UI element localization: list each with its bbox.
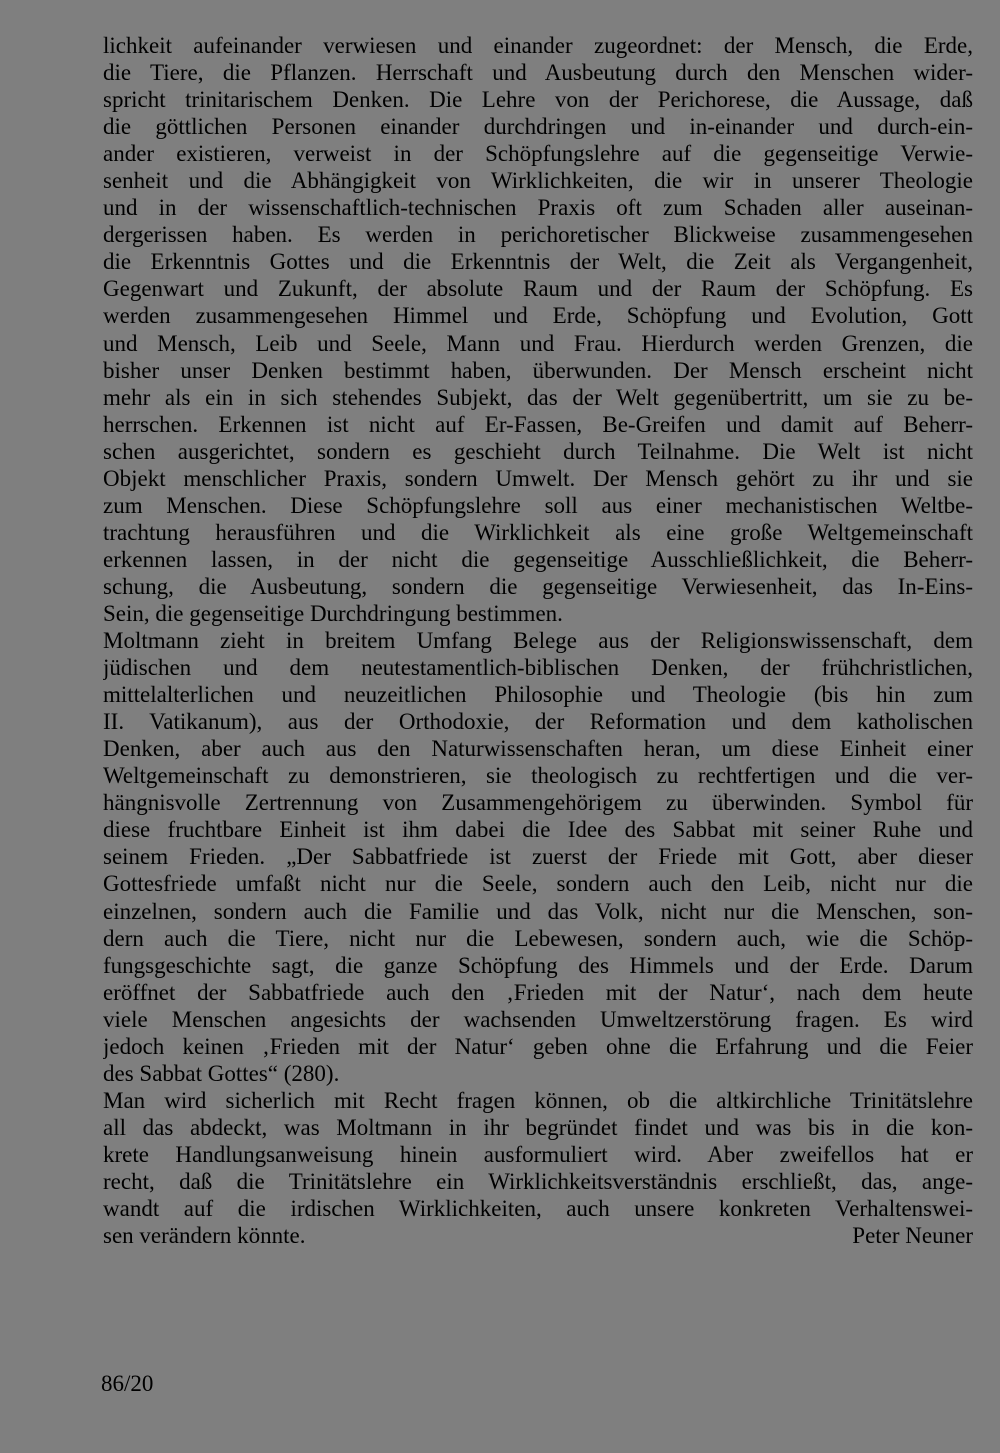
text-line: zum Menschen. Diese Schöpfungslehre soll aus einer mechanistischen Weltbe-	[103, 492, 973, 518]
text-line: Denken, aber auch aus den Naturwissenschaften heran, um diese Einheit einer	[103, 736, 973, 762]
text-line: Objekt menschlicher Praxis, sondern Umwelt. Der Mensch gehört zu ihr und sie	[103, 465, 973, 491]
text-line: einzelnen, sondern auch die Familie und das Volk, nicht nur die Menschen, son-	[103, 898, 973, 924]
text-line: senheit und die Abhängigkeit von Wirklichkeiten, die wir in unserer Theologie	[103, 168, 973, 194]
text-line: Sein, die gegenseitige Durchdringung bestimmen.	[103, 600, 563, 626]
text-line: dergerissen haben. Es werden in perichoretischer Blickweise zusammengesehen	[103, 222, 973, 248]
text-line: und Mensch, Leib und Seele, Mann und Frau. Hierdurch werden Grenzen, die	[103, 330, 973, 356]
text-line: trachtung herausführen und die Wirklichkeit als eine große Weltgemeinschaft	[103, 519, 973, 545]
text-line-content: sen verändern könnte.	[103, 1223, 306, 1249]
text-line: ander existieren, verweist in der Schöpfungslehre auf die gegenseitige Verwie-	[103, 141, 973, 167]
text-line: bisher unser Denken bestimmt haben, überwunden. Der Mensch erscheint nicht	[103, 357, 973, 383]
text-line: mehr als ein in sich stehendes Subjekt, das der Welt gegenübertritt, um sie zu be-	[103, 384, 973, 410]
text-line: des Sabbat Gottes“ (280).	[103, 1060, 340, 1086]
text-line: hängnisvolle Zertrennung von Zusammengehörigem zu überwinden. Symbol für	[103, 790, 973, 816]
text-line: werden zusammengesehen Himmel und Erde, Schöpfung und Evolution, Gott	[103, 303, 973, 329]
text-line: Gegenwart und Zukunft, der absolute Raum und der Raum der Schöpfung. Es	[103, 276, 973, 302]
text-line: schen ausgerichtet, sondern es geschieht durch Teilnahme. Die Welt ist nicht	[103, 438, 973, 464]
text-line: Man wird sicherlich mit Recht fragen können, ob die altkirchliche Trinitätslehre	[103, 1087, 973, 1113]
text-line: seinem Frieden. „Der Sabbatfriede ist zuerst der Friede mit Gott, aber dieser	[103, 844, 973, 870]
body-text	[103, 32, 973, 1249]
text-line: jüdischen und dem neutestamentlich-biblischen Denken, der frühchristlichen,	[103, 655, 973, 681]
text-line: mittelalterlichen und neuzeitlichen Philosophie und Theologie (bis hin zum	[103, 682, 973, 708]
text-line: recht, daß die Trinitätslehre ein Wirklichkeitsverständnis erschließt, das, ange-	[103, 1168, 973, 1194]
text-line: wandt auf die irdischen Wirklichkeiten, auch unsere konkreten Verhaltenswei-	[103, 1196, 973, 1222]
text-line: spricht trinitarischem Denken. Die Lehre von der Perichorese, die Aussage, daß	[103, 87, 973, 113]
text-line: die Erkenntnis Gottes und die Erkenntnis der Welt, die Zeit als Vergangenheit,	[103, 249, 973, 275]
text-line: viele Menschen angesichts der wachsenden Umweltzerstörung fragen. Es wird	[103, 1006, 973, 1032]
text-line: Weltgemeinschaft zu demonstrieren, sie theologisch zu rechtfertigen und die ver-	[103, 763, 973, 789]
text-line: Moltmann zieht in breitem Umfang Belege aus der Religionswissenschaft, dem	[103, 628, 973, 654]
text-line: eröffnet der Sabbatfriede auch den ‚Frieden mit der Natur‘, nach dem heute	[103, 979, 973, 1005]
text-line: die Tiere, die Pflanzen. Herrschaft und Ausbeutung durch den Menschen wider-	[103, 60, 973, 86]
text-line: und in der wissenschaftlich-technischen Praxis oft zum Schaden aller auseinan-	[103, 195, 973, 221]
text-line: schung, die Ausbeutung, sondern die gegenseitige Verwiesenheit, das In-Eins-	[103, 573, 973, 599]
text-line: fungsgeschichte sagt, die ganze Schöpfung des Himmels und der Erde. Darum	[103, 952, 973, 978]
text-line: Gottesfriede umfaßt nicht nur die Seele, sondern auch den Leib, nicht nur die	[103, 871, 973, 897]
text-line: krete Handlungsanweisung hinein ausformuliert wird. Aber zweifellos hat er	[103, 1141, 973, 1167]
text-line: lichkeit aufeinander verwiesen und einander zugeordnet: der Mensch, die Erde,	[103, 33, 973, 58]
author-signature: Peter Neuner	[852, 1223, 973, 1249]
text-line: dern auch die Tiere, nicht nur die Lebewesen, sondern auch, wie die Schöp-	[103, 925, 973, 951]
text-line: all das abdeckt, was Moltmann in ihr begründet findet und was bis in die kon-	[103, 1114, 973, 1140]
text-line: herrschen. Erkennen ist nicht auf Er-Fassen, Be-Greifen und damit auf Beherr-	[103, 411, 973, 437]
text-line: diese fruchtbare Einheit ist ihm dabei die Idee des Sabbat mit seiner Ruhe und	[103, 817, 973, 843]
text-line: jedoch keinen ‚Frieden mit der Natur‘ geben ohne die Erfahrung und die Feier	[103, 1033, 973, 1059]
text-line: die göttlichen Personen einander durchdringen und in-einander und durch-ein-	[103, 114, 973, 140]
text-line: II. Vatikanum), aus der Orthodoxie, der Reformation und dem katholischen	[103, 709, 973, 735]
text-line	[103, 1222, 973, 1249]
text-line: erkennen lassen, in der nicht die gegenseitige Ausschließlichkeit, die Beherr-	[103, 546, 973, 572]
page-number: 86/20	[101, 1371, 154, 1396]
